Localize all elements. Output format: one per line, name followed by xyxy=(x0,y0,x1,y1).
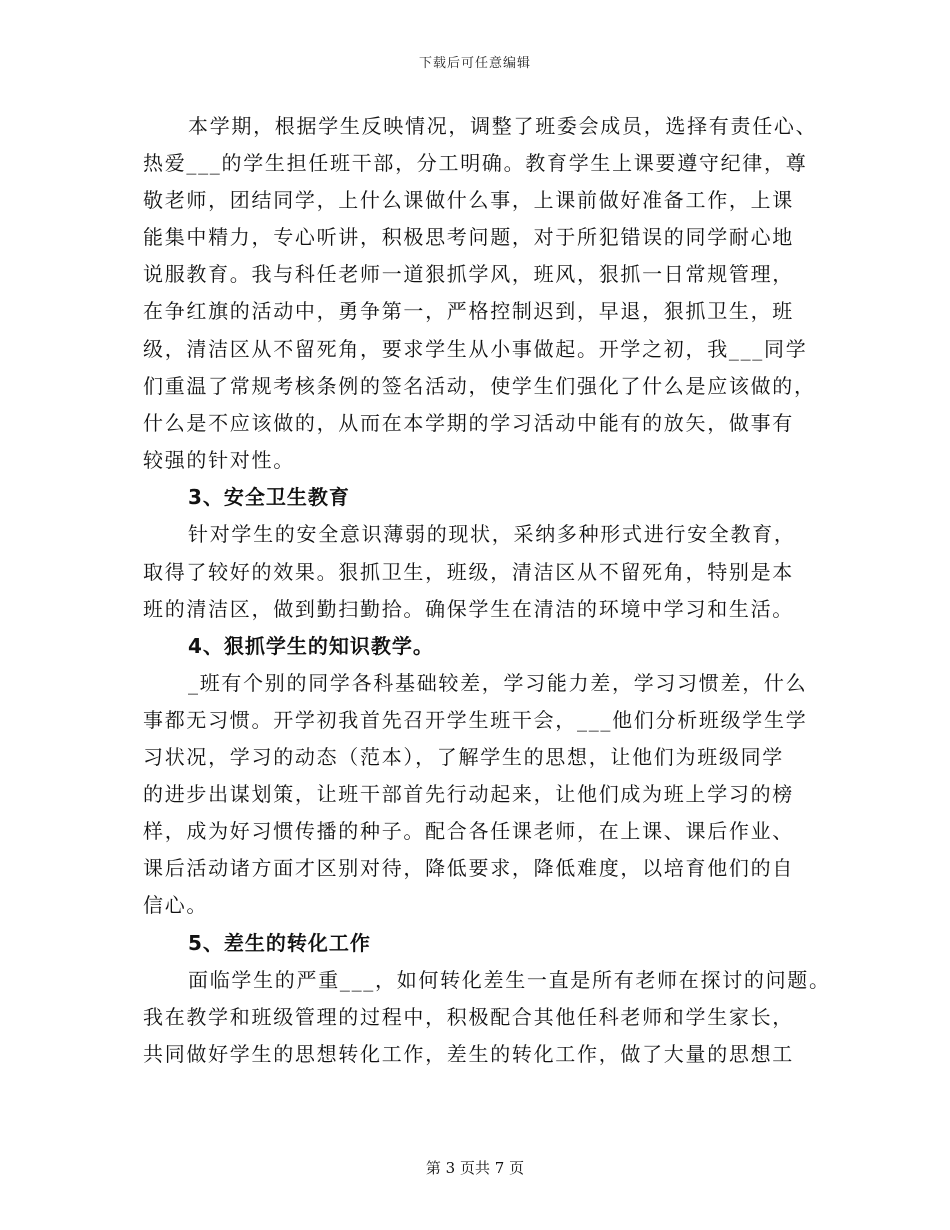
paragraph-line: 说服教育。我与科任老师一道狠抓学风，班风，狠抓一日常规管理， xyxy=(143,262,794,286)
page-header: 下载后可任意编辑 xyxy=(418,56,531,71)
paragraph-line: _班有个别的同学各科基础较差，学习能力差，学习习惯差，什么 xyxy=(188,671,808,695)
paragraph-line: 们重温了常规考核条例的签名活动，使学生们强化了什么是应该做的， xyxy=(143,374,816,398)
paragraph-line: 能集中精力，专心听讲，积极思考问题，对于所犯错误的同学耐心地 xyxy=(143,225,794,249)
paragraph-line: 热爱___的学生担任班干部，分工明确。教育学生上课要遵守纪律，尊 xyxy=(143,151,808,175)
paragraph-line: 级，清洁区从不留死角，要求学生从小事做起。开学之初，我___同学 xyxy=(143,337,808,361)
paragraph-line: 课后活动诸方面才区别对待，降低要求，降低难度，以培育他们的自 xyxy=(143,856,794,880)
page-number: 第 3 页共 7 页 xyxy=(425,1159,525,1177)
paragraph-line: 较强的针对性。 xyxy=(143,448,295,472)
paragraph-line: 我在教学和班级管理的过程中，积极配合其他任科老师和学生家长， xyxy=(143,1005,794,1029)
paragraph-line: 班的清洁区，做到勤扫勤拾。确保学生在清洁的环境中学习和生活。 xyxy=(143,597,794,621)
paragraph-line: 针对学生的安全意识薄弱的现状，采纳多种形式进行安全教育， xyxy=(188,522,796,546)
paragraph-line: 敬老师，团结同学，上什么课做什么事，上课前做好准备工作，上课 xyxy=(143,188,794,212)
paragraph-line: 信心。 xyxy=(143,893,209,917)
section-heading: 4、狠抓学生的知识教学。 xyxy=(188,634,434,658)
paragraph-line: 在争红旗的活动中，勇争第一，严格控制迟到，早退，狠抓卫生，班 xyxy=(143,299,794,323)
paragraph-line: 样，成为好习惯传播的种子。配合各任课老师，在上课、课后作业、 xyxy=(143,819,794,843)
paragraph-line: 什么是不应该做的，从而在本学期的学习活动中能有的放矢，做事有 xyxy=(143,411,794,435)
section-heading: 3、安全卫生教育 xyxy=(188,485,350,509)
paragraph-line: 习状况，学习的动态（范本），了解学生的思想，让他们为班级同学 xyxy=(143,745,784,769)
paragraph-line: 共同做好学生的思想转化工作，差生的转化工作，做了大量的思想工 xyxy=(143,1042,794,1066)
paragraph-line: 本学期，根据学生反映情况，调整了班委会成员，选择有责任心、 xyxy=(188,114,818,138)
paragraph-line: 事都无习惯。开学初我首先召开学生班干会，___他们分析班级学生学 xyxy=(143,708,808,732)
paragraph-line: 面临学生的严重___，如何转化差生一直是所有老师在探讨的问题。 xyxy=(188,968,831,992)
paragraph-line: 的进步出谋划策，让班干部首先行动起来，让他们成为班上学习的榜 xyxy=(143,782,794,806)
paragraph-line: 取得了较好的效果。狠抓卫生，班级，清洁区从不留死角，特别是本 xyxy=(143,560,794,584)
section-heading: 5、差生的转化工作 xyxy=(188,931,371,955)
